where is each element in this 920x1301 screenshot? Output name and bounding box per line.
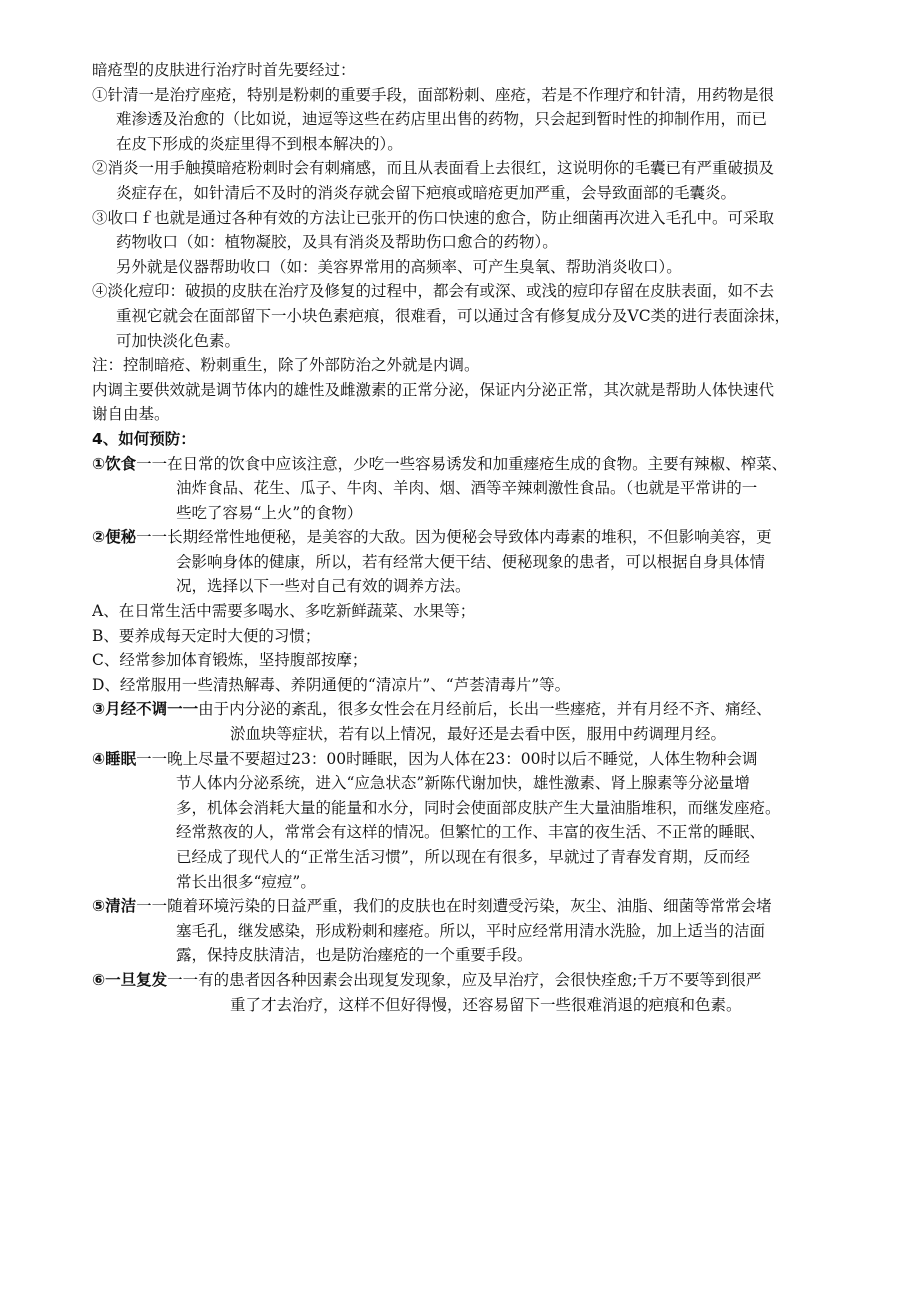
step-1-cont-2: 在皮下形成的炎症里得不到根本解决的）。: [116, 134, 403, 153]
step-4: [92, 279, 850, 353]
prevent-cleansing-term: ⑤清洁: [92, 897, 137, 916]
prevent-sleep-cont-2: 多，机体会消耗大量的能量和水分，同时会使面部皮肤产生大量油脂堆积，而继发座疮。: [176, 798, 781, 817]
prevent-menstrual-cont-1: 淤血块等症状，若有以上情况，最好还是去看中医，服用中药调理月经。: [230, 725, 727, 744]
step-4-cont-1: 重视它就会在面部留下一小块色素疤痕，很难看，可以通过含有修复成分及VC类的进行表面涂抹，: [116, 306, 791, 325]
method-a: A、在日常生活中需要多喝水、多吃新鲜蔬菜、水果等；: [92, 602, 476, 621]
prevent-menstrual-term: ③月经不调一一: [92, 700, 199, 719]
step-1-first: ①针清一是治疗座疮，特别是粉刺的重要手段，面部粉刺、座疮，若是不作理疗和针清，用药物是很: [92, 85, 775, 104]
inner-line-2: 谢自由基。: [92, 405, 170, 424]
prevent-menstrual-first: 由于内分泌的紊乱，很多女性会在月经前后，长出一些瘗疮，并有月经不齐、痛经、: [198, 700, 772, 719]
prevent-menstrual: [92, 697, 850, 746]
step-1: [92, 83, 850, 157]
prevent-sleep: [92, 747, 850, 895]
prevent-diet-term: ①饮食: [92, 454, 137, 473]
prevent-sleep-cont-3: 经常熬夜的人，常常会有这样的情况。但繁忙的工作、丰富的夜生活、不正常的睡眠、: [176, 823, 766, 842]
intro-line: 暗疮型的皮肤进行治疗时首先要经过：: [92, 61, 356, 79]
step-2: [92, 156, 850, 205]
inner-line-1: 内调主要供效就是调节体内的雄性及雌激素的正常分泌，保证内分泌正常，其次就是帮助人体快速代: [92, 380, 775, 399]
prevent-sleep-first: 一一晚上尽量不要超过23：00时睡眠，因为人体在23：00时以后不睡觉，人体生物种会调: [136, 749, 758, 768]
prevent-cleansing-cont-2: 露，保持皮肤清洁，也是防治瘗疮的一个重要手段。: [176, 946, 533, 965]
step-1-cont-1: 难渗透及治愈的（比如说，迪逗等这些在药店里出售的药物，只会起到暂时性的抑制作用，而已: [116, 110, 768, 129]
prevent-constipation-first: 一一长期经常性地便秘，是美容的大敌。因为便秘会导致体内毒素的堆积，不但影响美容，更: [136, 528, 772, 547]
method-c: C、经常参加体育锻炼，坚持腹部按摩；: [92, 651, 368, 670]
step-3-first: ③收口ｆ也就是通过各种有效的方法让已张开的伤口快速的愈合，防止细菌再次进入毛孔中。可采取: [92, 208, 775, 227]
prevent-cleansing: [92, 894, 850, 968]
step-3-cont-2: 另外就是仪器帮助收口（如：美容界常用的高频率、可产生臭氧、帮助消炎收口）。: [116, 257, 682, 276]
prevent-sleep-cont-4: 已经成了现代人的“正常生活习惯”，所以现在有很多，早就过了青春发育期，反而经: [176, 848, 750, 866]
prevent-sleep-cont-5: 常长出很多“痘痘”。: [176, 872, 316, 891]
step-2-first: ②消炎一用手触摸暗疮粉刺时会有刺痛感，而且从表面看上去很红，这说明你的毛囊已有严重破损及: [92, 159, 775, 178]
prevent-cleansing-first: 一一随着环境污染的日益严重，我们的皮肤也在时刻遭受污染，灰尘、油脂、细菌等常常会堵: [136, 897, 772, 916]
prevent-diet: [92, 452, 850, 526]
note-line: 注：控制暗疮、粉刺重生，除了外部防治之外就是内调。: [92, 356, 480, 375]
prevent-diet-cont-2: 些吃了容易“上火”的食物）: [176, 503, 363, 522]
prevent-diet-first: 一一在日常的饮食中应该注意，少吃一些容易诱发和加重瘗疮生成的食物。主要有辣椒、榨菜、: [136, 454, 788, 473]
prevent-constipation-cont-1: 会影响身体的健康，所以，若有经常大便干结、便秘现象的患者，可以根据自身具体情: [176, 552, 766, 571]
step-3-cont-1: 药物收口（如：植物凝胶，及具有消炎及帮助伤口愈合的药物）。: [116, 233, 558, 252]
prevent-constipation-term: ②便秘: [92, 528, 137, 547]
step-4-cont-2: 可加快淡化色素。: [116, 331, 241, 350]
prevent-constipation-cont-2: 况，选择以下一些对自己有效的调养方法。: [176, 577, 471, 596]
prevent-relapse: [92, 968, 850, 1017]
prevent-constipation: [92, 525, 850, 599]
prevent-relapse-cont-1: 重了才去治疗，这样不但好得慢，还容易留下一些很难消退的疤痕和色素。: [230, 995, 742, 1014]
prevent-relapse-first: 一一有的患者因各种因素会出现复发现象，应及早治疗，会很快痊愈;千万不要等到很严: [167, 970, 762, 989]
prevent-sleep-term: ④睡眠: [92, 749, 137, 768]
step-2-cont-1: 炎症存在，如针清后不及时的消炎存就会留下疤痕或暗疮更加严重，会导致面部的毛囊炎。: [116, 183, 737, 202]
method-d: D、经常服用一些清热解毒、养阴通便的“清凉片”、“芦荟清毒片”等。: [92, 675, 571, 694]
prevent-relapse-term: ⑥一旦复发: [92, 970, 168, 989]
prevent-cleansing-cont-1: 塞毛孔，继发感染，形成粉刺和瘗疮。所以，平时应经常用清水洗脸，加上适当的洁面: [176, 921, 766, 940]
step-3: [92, 206, 850, 280]
treatment-steps: [92, 83, 850, 354]
step-4-first: ④淡化痘印：破损的皮肤在治疗及修复的过程中，都会有或深、或浅的痘印存留在皮肤表面，如不去: [92, 282, 775, 301]
prevent-heading: 4、如何预防：: [92, 429, 196, 448]
prevent-diet-cont-1: 油炸食品、花生、瓜子、牛肉、羊肉、烟、酒等辛辣刺激性食品。（也就是平常讲的一: [176, 479, 758, 498]
prevent-sleep-cont-1: 节人体内分泌系统，进入“应急状态”新陈代谢加快，雄性激素、肾上腺素等分泌量增: [176, 774, 750, 793]
method-b: B、要养成每天定时大便的习惯；: [92, 626, 321, 645]
